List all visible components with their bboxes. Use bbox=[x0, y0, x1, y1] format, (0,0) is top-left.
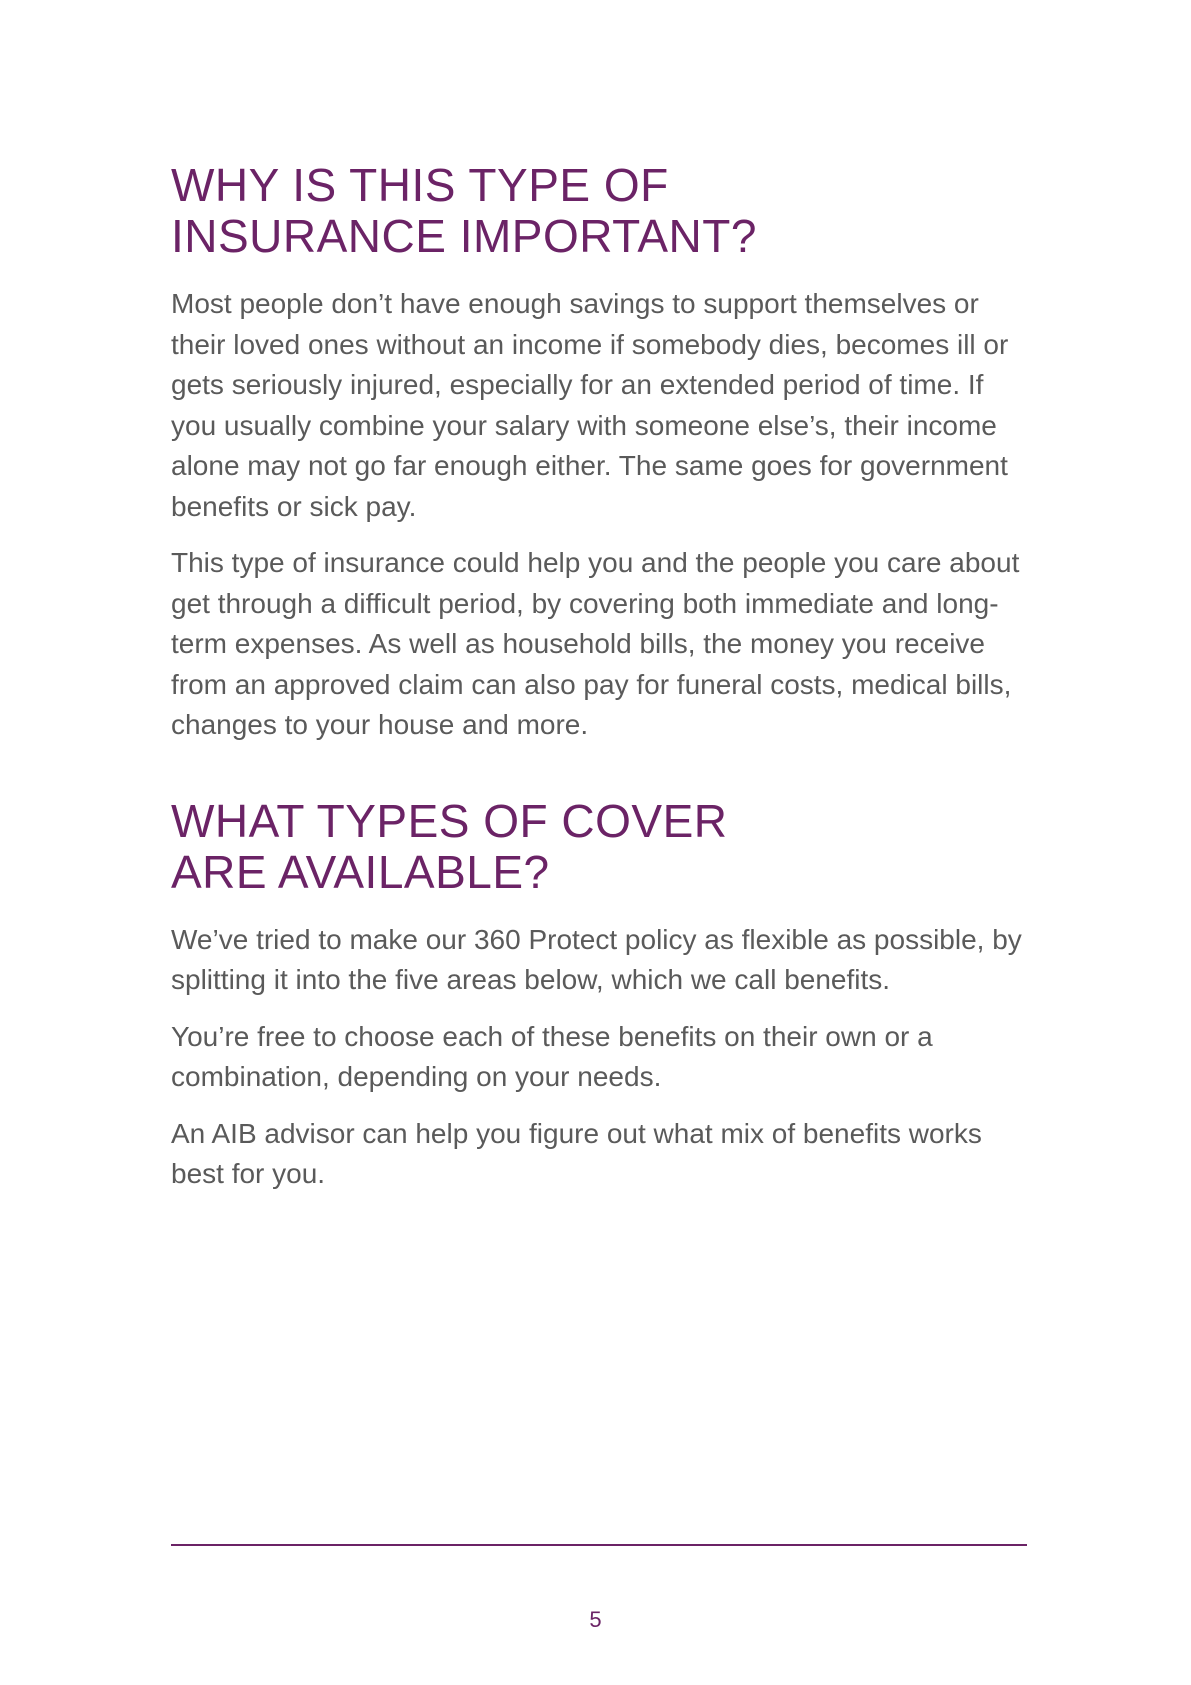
heading-line: ARE AVAILABLE? bbox=[171, 845, 550, 898]
body-paragraph: We’ve tried to make our 360 Protect policy as flexible as possible, by splitting it into the five areas below, which we call benefits. bbox=[171, 923, 1022, 995]
heading-line: INSURANCE IMPORTANT? bbox=[171, 210, 757, 262]
body-paragraph: Most people don’t have enough savings to support themselves or their loved ones without an income if somebody dies, becomes ill or gets seriously injured, especially for an extended period of time. If you usually combine your salary with someone else’s, their income alone may not go far enough either. The same goes for government benefits or sick pay. bbox=[171, 288, 1009, 522]
body-paragraph: You’re free to choose each of these benefits on their own or a combination, depending on your needs. bbox=[171, 1020, 933, 1092]
page-content bbox=[171, 160, 1031, 1211]
section-heading bbox=[171, 796, 1031, 898]
heading-line: WHY IS THIS TYPE OF bbox=[171, 159, 669, 211]
footer-divider bbox=[171, 1544, 1027, 1546]
heading-line: WHAT TYPES OF COVER bbox=[171, 794, 728, 847]
page-number: 5 bbox=[589, 1607, 602, 1632]
body-paragraph: This type of insurance could help you and the people you care about get through a difficult period, by covering both immediate and long-term expenses. As well as household bills, the money you receive from an approved claim can also pay for funeral costs, medical bills, changes to your house and more. bbox=[171, 547, 1020, 740]
section-why-important bbox=[171, 160, 1031, 746]
section-types-of-cover bbox=[171, 796, 1031, 1195]
body-paragraph: An AIB advisor can help you figure out what mix of benefits works best for you. bbox=[171, 1117, 982, 1189]
section-heading bbox=[171, 160, 1031, 262]
